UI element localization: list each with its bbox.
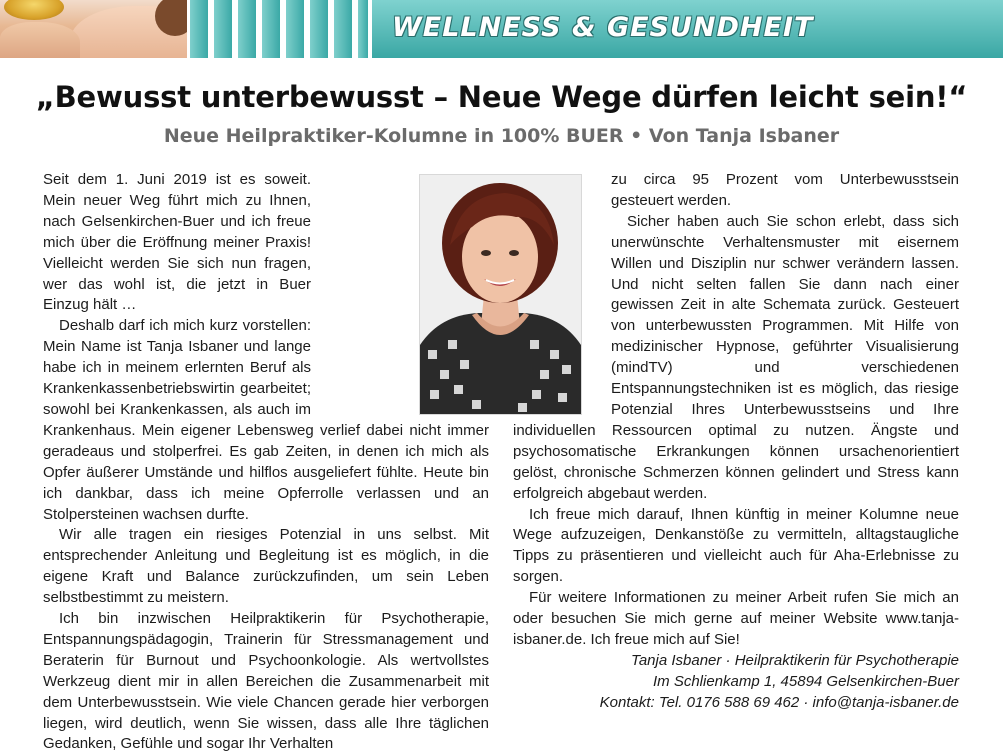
stripe [190,0,208,58]
paragraph: Ich bin inzwischen Heilpraktikerin für Psychotherapie, Entspannungspädagogin, Trainerin für Stressmanagement und Beraterin für Burnout und Psychoonkologie. Als wertvollstes Werkzeug dient mir in allen Bereichen die Zusammenarbeit mit dem Unterbewusstsein. Wie viele Chancen gerade hier verborgen liegen, wird deutlich, wenn Sie wissen, dass alle Ihre täglichen Gedanken, Gefühle und sogar Ihr Verhalten [43,610,489,753]
photo-hand-shape [0,22,80,58]
portrait-wrap-space [513,170,611,420]
signature-address: Im Schlienkamp 1, 45894 Gelsenkirchen-Buer [653,672,959,690]
signature-contact: Kontakt: Tel. 0176 588 69 462 · info@tanja-isbaner.de [599,693,959,711]
stripe [310,0,328,58]
paragraph: Deshalb darf ich mich kurz vorstellen: Mein Name ist Tanja Isbaner und lange habe ich in meinem erlernten Beruf als Krankenkassenbetriebswirtin gearbeitet; sowohl bei Krankenkassen, als auch im Krankenhaus. Mein eigener Lebensweg verlief dabei nicht immer geradeaus und stolperfrei. Es gab Zeiten, in denen ich mich als Opfer äußerer Umstände und hilflos ausgeliefert fühlte. Heute bin ich dankbar, dass ich meine Opferrolle verlassen und an Stolpersteinen wachsen durfte. [43,317,489,523]
section-banner [372,0,1003,58]
stripe [286,0,304,58]
decorative-stripes [190,0,368,58]
massage-photo [0,0,187,58]
paragraph: Seit dem 1. Juni 2019 ist es soweit. Mein neuer Weg führt mich zu Ihnen, nach Gelsenkirchen-Buer und ich freue mich über die Eröffnung meiner Praxis! Vielleicht werden Sie sich nun fragen, wer das wohl ist, die jetzt in Buer Einzug hält … [43,171,311,314]
stripe [238,0,256,58]
paragraph: Für weitere Informationen zu meiner Arbeit rufen Sie mich an oder besuchen Sie mich gerne auf meiner Website www.tanja-isbaner.de. Ich freue mich auf Sie! [513,589,959,648]
paragraph: Sicher haben auch Sie schon erlebt, dass sich unerwünschte Verhaltensmuster mit eisernem Willen und Disziplin nur schwer verändern lassen. Und nicht selten fallen Sie dann nach einer gewissen Zeit in alte Schemata zurück. Gesteuert von unterbewussten Programmen. Mit Hilfe von medizinischer Hypnose, geführter Visualisierung (mindTV) und verschiedenen Entspannungstechniken ist es möglich, das riesige Potenzial Ihres Unterbewusstseins und Ihre individuellen Ressourcen optimal zu nutzen. Ängste und psychosomatische Erkrankungen können ursachenorientiert gelöst, chronische Schmerzen können gelindert und Stress kann erfolgreich abgebaut werden. [513,212,959,502]
signature-name: Tanja Isbaner · Heilpraktikerin für Psychotherapie [631,651,959,669]
paragraph: zu circa 95 Prozent vom Unterbewusstsein gesteuert werden. [611,171,959,209]
paragraph: Ich freue mich darauf, Ihnen künftig in meiner Kolumne neue Wege aufzuzeigen, Denkanstöße zu vermitteln, alltagstaugliche Tipps zu präsentieren und vielleicht auch für Aha-Erlebnisse zu sorgen. [513,505,959,586]
stripe [358,0,368,58]
section-header [0,0,1003,58]
portrait-wrap-space [311,170,489,420]
paragraph: Wir alle tragen ein riesiges Potenzial in uns selbst. Mit entsprechender Anleitung und Begleitung ist es möglich, in die eigene Kraft und Balance zurückzufinden, um sein Leben selbstbestimmt zu meistern. [43,526,489,607]
article-headline: „Bewusst unterbewusst – Neue Wege dürfen leicht sein!“ [35,80,968,114]
section-title: WELLNESS & GESUNDHEIT [392,12,814,43]
article-subheadline: Neue Heilpraktiker-Kolumne in 100% BUER • Von Tanja Isbaner [163,125,840,147]
right-column [513,170,959,714]
left-column [43,170,489,755]
stripe [214,0,232,58]
photo-oil-bowl [4,0,64,20]
stripe [262,0,280,58]
stripe [334,0,352,58]
